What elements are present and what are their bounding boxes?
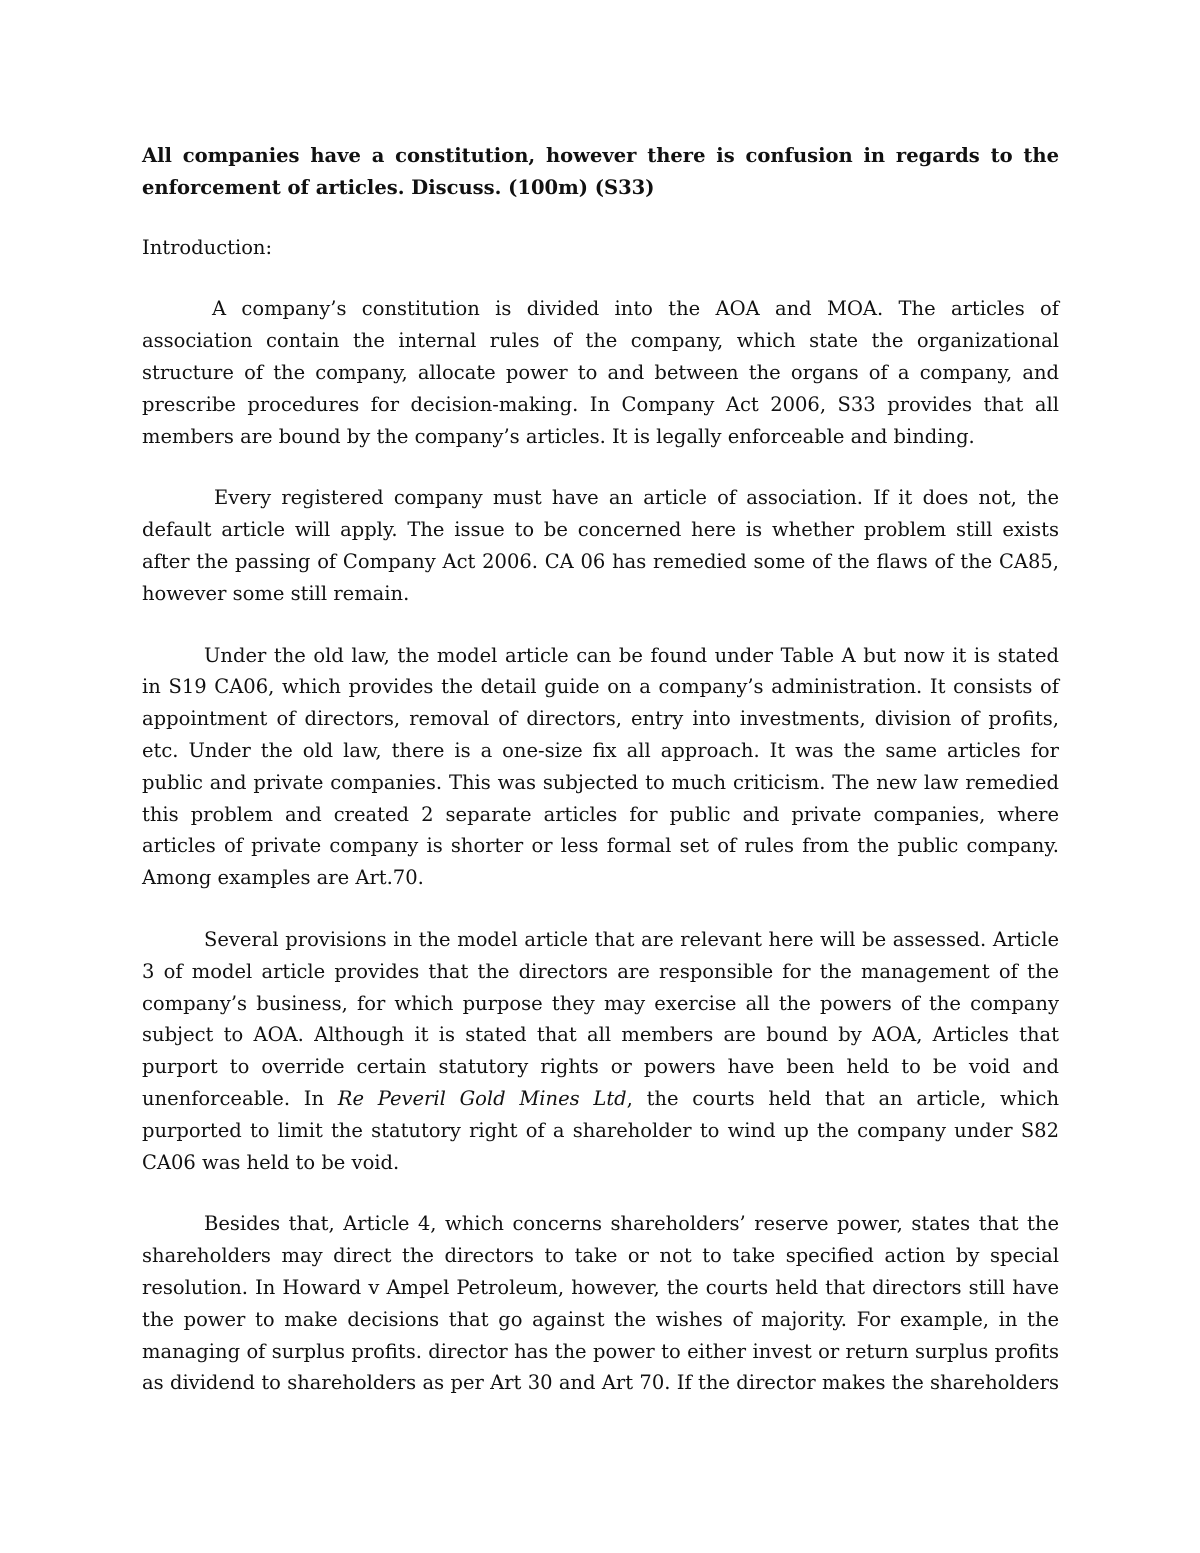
- essay-question-title: All companies have a constitution, however there is confusion in regards to the enforcement of articles. Discuss. (100m) (S33): [142, 144, 1059, 199]
- paragraph-registered-company: Every registered company must have an article of association. If it does not, the default article will apply. The issue to be concerned here is whether problem still exists after the passing of Company Act 2006. CA 06 has remedied some of the flaws of the CA85, however some still remain.: [142, 486, 1059, 605]
- section-heading-introduction: Introduction:: [142, 235, 273, 259]
- paragraph-constitution: A company’s constitution is divided into the AOA and MOA. The articles of association contain the internal rules of the company, which state the organizational structure of the company, allocate power to and between the organs of a company, and prescribe procedures for decision-making. In Company Act 2006, S33 provides that all members are bound by the company’s articles. It is legally enforceable and binding.: [142, 297, 1059, 448]
- paragraph-old-law: Under the old law, the model article can be found under Table A but now it is stated in S19 CA06, which provides the detail guide on a company’s administration. It consists of appointment of directors, removal of directors, entry into investments, division of profits, etc. Under the old law, there is a one-size fix all approach. It was the same articles for public and private companies. This was subjected to much criticism. The new law remedied this problem and created 2 separate articles for public and private companies, where articles of private company is shorter or less formal set of rules from the public company. Among examples are Art.70.: [142, 643, 1059, 890]
- paragraph-article-4: Besides that, Article 4, which concerns shareholders’ reserve power, states that the shareholders may direct the directors to take or not to take specified action by special resolution. In Howard v Ampel Petroleum, however, the courts held that directors still have the power to make decisions that go against the wishes of majority. For example, in the managing of surplus profits. director has the power to either invest or return surplus profits as dividend to shareholders as per Art 30 and Art 70. If the director makes the shareholders: [142, 1212, 1059, 1395]
- document-body: [142, 140, 1059, 1399]
- paragraph-text-before-case: Several provisions in the model article that are relevant here will be assessed. Article 3 of model article provides that the directors are responsible for the management of the company’s business, for which purpose they may exercise all the powers of the company subject to AOA. Although it is stated that all members are bound by AOA, Articles that purport to override certain statutory rights or powers have been held to be void and unenforceable. In: [142, 927, 1059, 1110]
- case-name-re-peveril-gold-mines: Re Peveril Gold Mines Ltd: [337, 1086, 627, 1110]
- paragraph-model-article-provisions: [142, 924, 1059, 1178]
- paragraph-text-after-case: , the courts held that an article, which purported to limit the statutory right of a shareholder to wind up the company under S82 CA06 was held to be void.: [142, 1086, 1060, 1174]
